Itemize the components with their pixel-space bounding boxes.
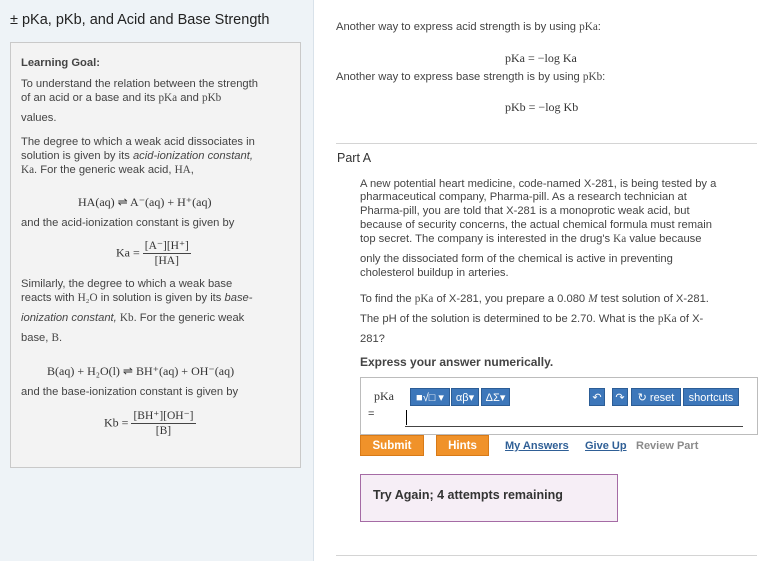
pkb-definition: pKb = −log Kb [505, 100, 579, 114]
feedback-text: Try Again; 4 attempts remaining [373, 488, 563, 502]
acid-const-text: and the acid-ionization constant is given by [21, 217, 235, 229]
base-const-text: and the base-ionization constant is given by [21, 386, 239, 398]
para1-line1: The degree to which a weak acid dissociates in [21, 136, 255, 148]
para2-line2: reacts with H₂O in solution is given by its base- [21, 292, 253, 304]
goal-text-2: of an acid or a base and its pKa and pKb [21, 92, 222, 104]
goal-text-3: values. [21, 112, 57, 124]
question-line6: only the dissociated form of the chemical is active in preventing [360, 253, 673, 265]
question-line5: top secret. The company is interested in the drug's Ka value because [360, 233, 702, 245]
question2-line3: 281? [360, 333, 385, 345]
submit-button[interactable]: Submit [360, 435, 424, 456]
para1-line2: solution is given by its acid-ionization constant, [21, 150, 253, 162]
goal-heading: Learning Goal: [21, 57, 100, 69]
para1-line3: Ka. For the generic weak acid, HA, [21, 164, 194, 176]
ka-numerator: [A⁻][H⁺] [144, 240, 189, 252]
para2-line4: base, B. [21, 332, 63, 344]
answer-label: pKa [374, 389, 394, 403]
bottom-divider [336, 555, 757, 556]
symbols-button[interactable]: ΔΣ▾ [481, 388, 510, 406]
goal-text-1: To understand the relation between the strength [21, 78, 258, 90]
base-intro: Another way to express base strength is by using pKb: [336, 71, 606, 83]
question-line7: cholesterol buildup in arteries. [360, 267, 509, 279]
part-a-label: Part A [337, 151, 372, 165]
reset-icon: ↻ [637, 392, 647, 404]
undo-icon[interactable]: ↶ [589, 388, 605, 406]
redo-icon[interactable]: ↷ [612, 388, 628, 406]
kb-numerator: [BH⁺][OH⁻] [133, 410, 194, 422]
page-title: ± pKa, pKb, and Acid and Base Strength [10, 12, 270, 28]
kb-denominator: [B] [155, 425, 172, 437]
para2-line3: ionization constant, Kb. For the generic weak [21, 312, 245, 324]
question-line1: A new potential heart medicine, code-named X-281, is being tested by a [360, 178, 717, 190]
base-equation: B(aq) + H₂O(l) ⇌ BH⁺(aq) + OH⁻(aq) [47, 364, 235, 378]
my-answers-link[interactable]: My Answers [505, 440, 569, 452]
answer-input[interactable] [405, 408, 743, 427]
question2-line2: The pH of the solution is determined to be 2.70. What is the pKa of X- [360, 313, 704, 325]
greek-button[interactable]: αβ▾ [451, 388, 479, 406]
part-divider [336, 143, 757, 144]
reset-button[interactable]: ↻ reset [631, 388, 681, 406]
ka-denominator: [HA] [154, 255, 179, 267]
review-part-link[interactable]: Review Part [636, 440, 699, 452]
hints-button[interactable]: Hints [436, 435, 489, 456]
kb-formula: Kb = $\frac{[BH^+][OH^-]}{[B]}$ [104, 410, 194, 437]
shortcuts-button[interactable]: shortcuts [683, 388, 739, 406]
acid-equation: HA(aq) ⇌ A⁻(aq) + H⁺(aq) [78, 195, 212, 209]
acid-intro: Another way to express acid strength is by using pKa: [336, 21, 601, 33]
express-instruction: Express your answer numerically. [360, 355, 554, 369]
templates-button[interactable]: ■√□ ▾ [410, 388, 450, 406]
pka-definition: pKa = −log Ka [505, 51, 577, 65]
ka-formula: Ka = $\frac{[A^-][H^+]}{[HA]}$ [116, 240, 189, 267]
answer-equals: = [368, 408, 375, 420]
question2-line1: To find the pKa of X-281, you prepare a 0.080 M test solution of X-281. [360, 293, 709, 305]
para2-line1: Similarly, the degree to which a weak base [21, 278, 233, 290]
question-line3: Pharma-pill, you are told that X-281 is a monoprotic weak acid, but [360, 205, 690, 217]
question-line4: because of security concerns, the actual chemical formula must remain [360, 219, 712, 231]
text-cursor [406, 410, 407, 425]
give-up-link[interactable]: Give Up [585, 440, 627, 452]
question-line2: pharmaceutical company, Pharma-pill. As a research technician at [360, 191, 687, 203]
